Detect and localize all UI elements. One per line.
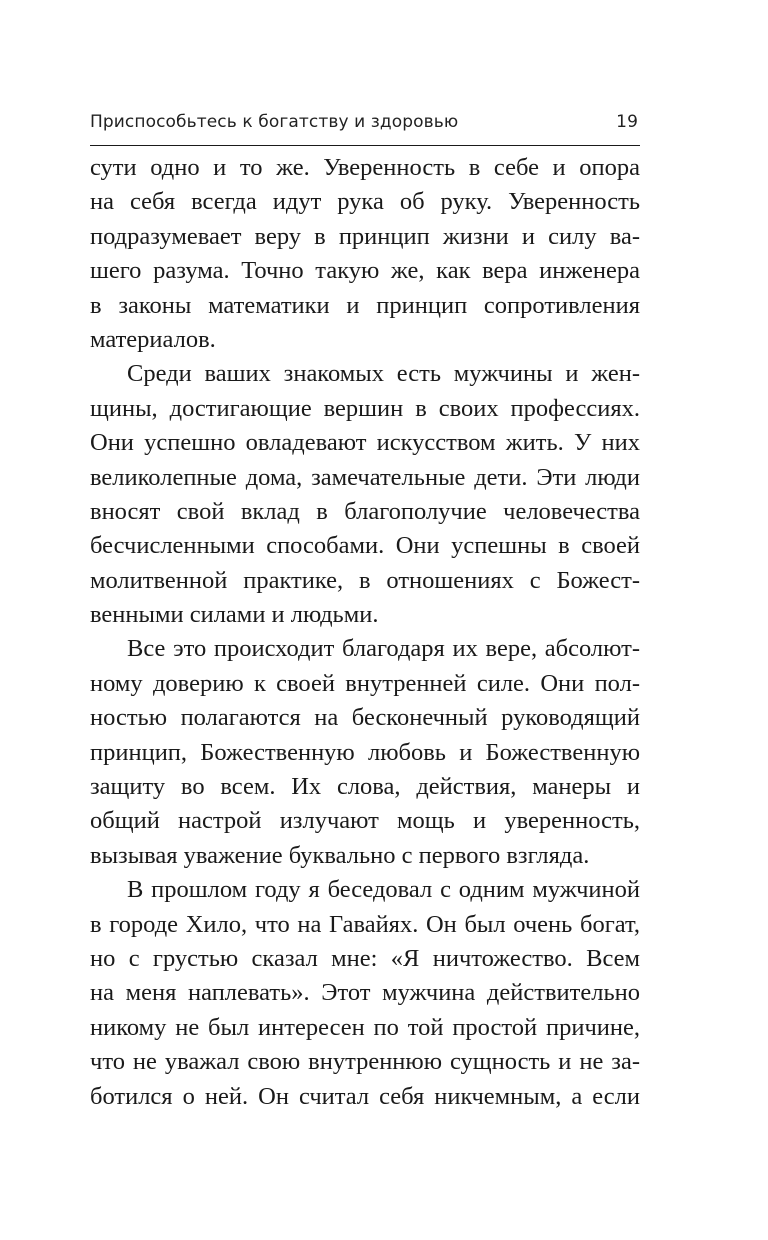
text-line: на меня наплевать». Этот мужчина действительно — [90, 979, 640, 1007]
text-line: защиту во всем. Их слова, действия, манеры и — [90, 773, 640, 801]
text-line: но с грустью сказал мне: «Я ничтожество. Всем — [90, 944, 640, 972]
running-title: Приспособьтесь к богатству и здоровью — [90, 112, 459, 132]
text-line: ному доверию к своей внутренней силе. Они пол- — [90, 669, 640, 697]
text-line: щины, достигающие вершин в своих профессиях. — [90, 394, 640, 422]
text-line: в законы математики и принцип сопротивления — [90, 291, 640, 319]
text-line: сути одно и то же. Уверенность в себе и опора — [90, 154, 640, 181]
text-line: бесчисленными способами. Они успешны в своей — [90, 532, 640, 560]
text-line: ностью полагаются на бесконечный руководящий — [90, 704, 640, 732]
text-line: молитвенной практике, в отношениях с Божест- — [90, 566, 640, 594]
text-line: на себя всегда идут рука об руку. Уверенность — [90, 188, 640, 216]
text-line: никому не был интересен по той простой причине, — [90, 1013, 640, 1041]
text-line: в городе Хило, что на Гавайях. Он был очень богат, — [90, 910, 640, 938]
text-line: Они успешно овладевают искусством жить. У них — [90, 429, 640, 457]
text-line: материалов. — [90, 325, 216, 353]
paragraph — [90, 873, 640, 1114]
paragraph — [90, 357, 640, 632]
text-line: подразумевает веру в принцип жизни и силу ва- — [90, 222, 640, 250]
text-line: что не уважал свою внутреннюю сущность и не за- — [90, 1048, 640, 1076]
text-line: ботился о ней. Он считал себя никчемным, а если — [90, 1082, 640, 1110]
text-line: В прошлом году я беседовал с одним мужчиной — [127, 876, 640, 904]
body-text — [90, 151, 640, 1114]
text-line: великолепные дома, замечательные дети. Эти люди — [90, 463, 640, 491]
page-number: 19 — [616, 112, 638, 132]
text-line: общий настрой излучают мощь и уверенность, — [90, 807, 640, 835]
text-line: шего разума. Точно такую же, как вера инженера — [90, 257, 640, 285]
header-rule — [90, 145, 640, 146]
text-line: Все это происходит благодаря их вере, абсолют- — [127, 635, 640, 663]
text-line: вызывая уважение буквально с первого взгляда. — [90, 841, 590, 869]
text-line: вносят свой вклад в благополучие человечества — [90, 497, 640, 525]
paragraph — [90, 151, 640, 357]
text-line: Среди ваших знакомых есть мужчины и жен- — [127, 360, 640, 388]
text-line: принцип, Божественную любовь и Божественную — [90, 738, 640, 766]
text-line: венными силами и людьми. — [90, 601, 379, 629]
running-head — [90, 112, 640, 138]
paragraph — [90, 632, 640, 873]
